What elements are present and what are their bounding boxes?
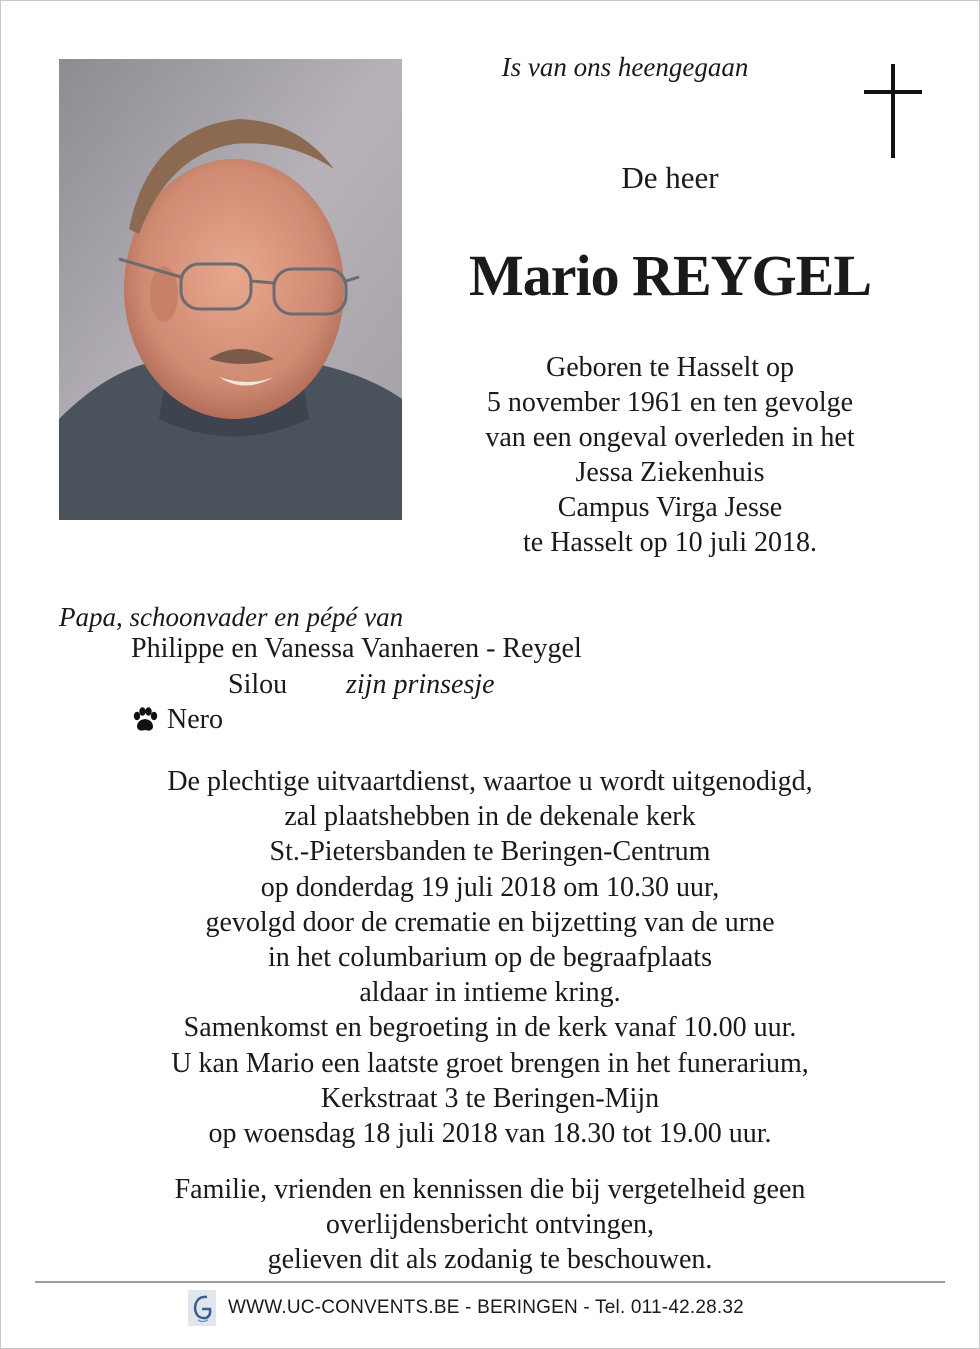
birth-line: te Hasselt op 10 juli 2018. — [523, 527, 817, 558]
family-member-note: zijn prinsesje — [346, 669, 495, 700]
family-heading: Papa, schoonvader en pépé van — [59, 602, 404, 632]
closing-note — [40, 1172, 940, 1277]
birth-line: Campus Virga Jesse — [557, 492, 783, 523]
birth-line: 5 november 1961 en ten gevolge — [486, 387, 854, 418]
service-line: U kan Mario een laatste groet brengen in het funerarium, — [171, 1047, 809, 1079]
footer-contact[interactable]: WWW.UC-CONVENTS.BE - BERINGEN - Tel. 011-42.28.32 — [228, 1297, 744, 1318]
pet-name: Nero — [167, 704, 223, 735]
birth-line: van een ongeval overleden in het — [485, 422, 855, 453]
funeral-home-logo-icon — [188, 1290, 216, 1326]
service-line: St.-Pietersbanden te Beringen-Centrum — [269, 836, 711, 868]
service-line: op donderdag 19 juli 2018 om 10.30 uur, — [260, 871, 720, 903]
deceased-name: Mario REYGEL — [468, 243, 872, 308]
honorific-title: De heer — [621, 160, 719, 195]
service-line: gevolgd door de crematie en bijzetting van de urne — [205, 906, 775, 938]
paw-icon — [131, 707, 159, 733]
cross-icon — [864, 64, 922, 158]
service-line: zal plaatshebben in de dekenale kerk — [284, 801, 696, 833]
closing-line: overlijdensbericht ontvingen, — [325, 1209, 655, 1240]
family-member-silou: Silou — [228, 669, 288, 700]
family-member-pet — [131, 704, 223, 736]
service-line: De plechtige uitvaartdienst, waartoe u wordt uitgenodigd, — [167, 766, 813, 797]
service-line: in het columbarium op de begraafplaats — [268, 942, 712, 974]
service-line: op woensdag 18 juli 2018 van 18.30 tot 19.00 uur. — [208, 1118, 772, 1150]
family-member-line: Philippe en Vanessa Vanhaeren - Reygel — [131, 633, 582, 664]
birth-line: Jessa Ziekenhuis — [575, 457, 765, 488]
service-line: aldaar in intieme kring. — [359, 977, 621, 1009]
portrait-photo — [59, 59, 402, 520]
service-line: Kerkstraat 3 te Beringen-Mijn — [320, 1082, 660, 1114]
birth-death-details — [405, 350, 935, 560]
service-line: Samenkomst en begroeting in de kerk vanaf 10.00 uur. — [183, 1012, 797, 1044]
service-details — [40, 764, 940, 1151]
intro-text: Is van ons heengegaan — [501, 52, 749, 82]
footer-divider — [35, 1281, 945, 1283]
birth-line: Geboren te Hasselt op — [545, 352, 795, 383]
closing-line: Familie, vrienden en kennissen die bij vergetelheid geen — [174, 1174, 806, 1205]
footer — [188, 1290, 744, 1326]
closing-line: gelieven dit als zodanig te beschouwen. — [267, 1244, 713, 1275]
